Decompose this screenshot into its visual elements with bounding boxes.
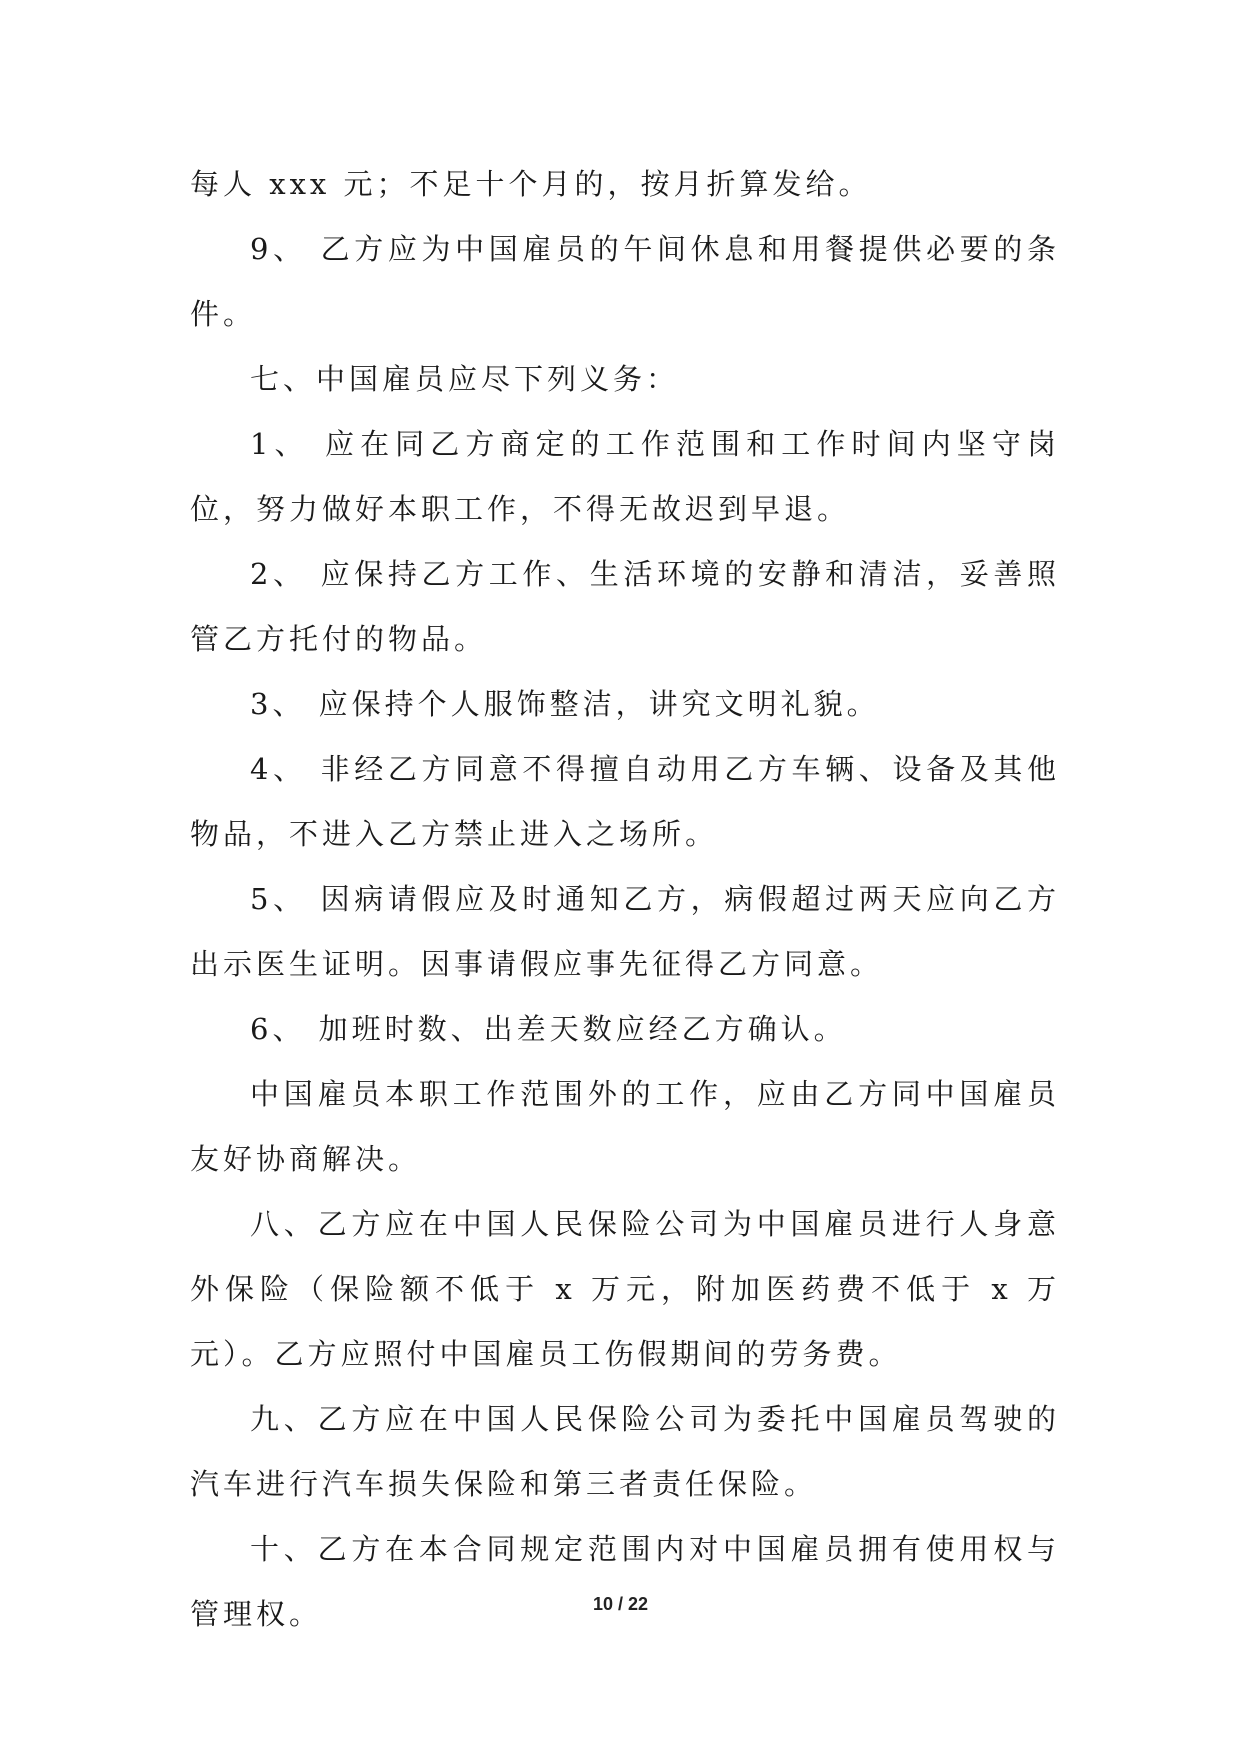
paragraph-4: 1、 应在同乙方商定的工作范围和工作时间内坚守岗位，努力做好本职工作，不得无故迟到早退。	[190, 427, 1060, 526]
section-heading-7: 七、中国雇员应尽下列义务：	[250, 362, 680, 396]
section-8-paragraph: 八、乙方应在中国人民保险公司为中国雇员进行人身意外保险（保险额不低于 x 万元，附加医药费不低于 x 万元）。乙方应照付中国雇员工伤假期间的劳务费。	[190, 1207, 1060, 1371]
paragraph-7: 4、 非经乙方同意不得擅自动用乙方车辆、设备及其他物品，不进入乙方禁止进入之场所。	[190, 752, 1060, 851]
document-body	[190, 152, 1060, 1647]
paragraph-5: 2、 应保持乙方工作、生活环境的安静和清洁，妥善照管乙方托付的物品。	[190, 557, 1060, 656]
paragraph-9: 6、 加班时数、出差天数应经乙方确认。	[250, 1012, 847, 1046]
paragraph-6: 3、 应保持个人服饰整洁，讲究文明礼貌。	[250, 687, 880, 721]
paragraph-10: 中国雇员本职工作范围外的工作，应由乙方同中国雇员友好协商解决。	[190, 1077, 1060, 1176]
section-10-paragraph: 十、乙方在本合同规定范围内对中国雇员拥有使用权与管理权。	[190, 1532, 1060, 1631]
page-number: 10 / 22	[592, 1594, 649, 1614]
paragraph-1: 每人 xxx 元；不足十个月的，按月折算发给。	[190, 167, 872, 201]
section-9-paragraph: 九、乙方应在中国人民保险公司为委托中国雇员驾驶的汽车进行汽车损失保险和第三者责任保险。	[190, 1402, 1060, 1501]
paragraph-2: 9、 乙方应为中国雇员的午间休息和用餐提供必要的条件。	[190, 232, 1060, 331]
paragraph-8: 5、 因病请假应及时通知乙方，病假超过两天应向乙方出示医生证明。因事请假应事先征得乙方同意。	[190, 882, 1060, 981]
